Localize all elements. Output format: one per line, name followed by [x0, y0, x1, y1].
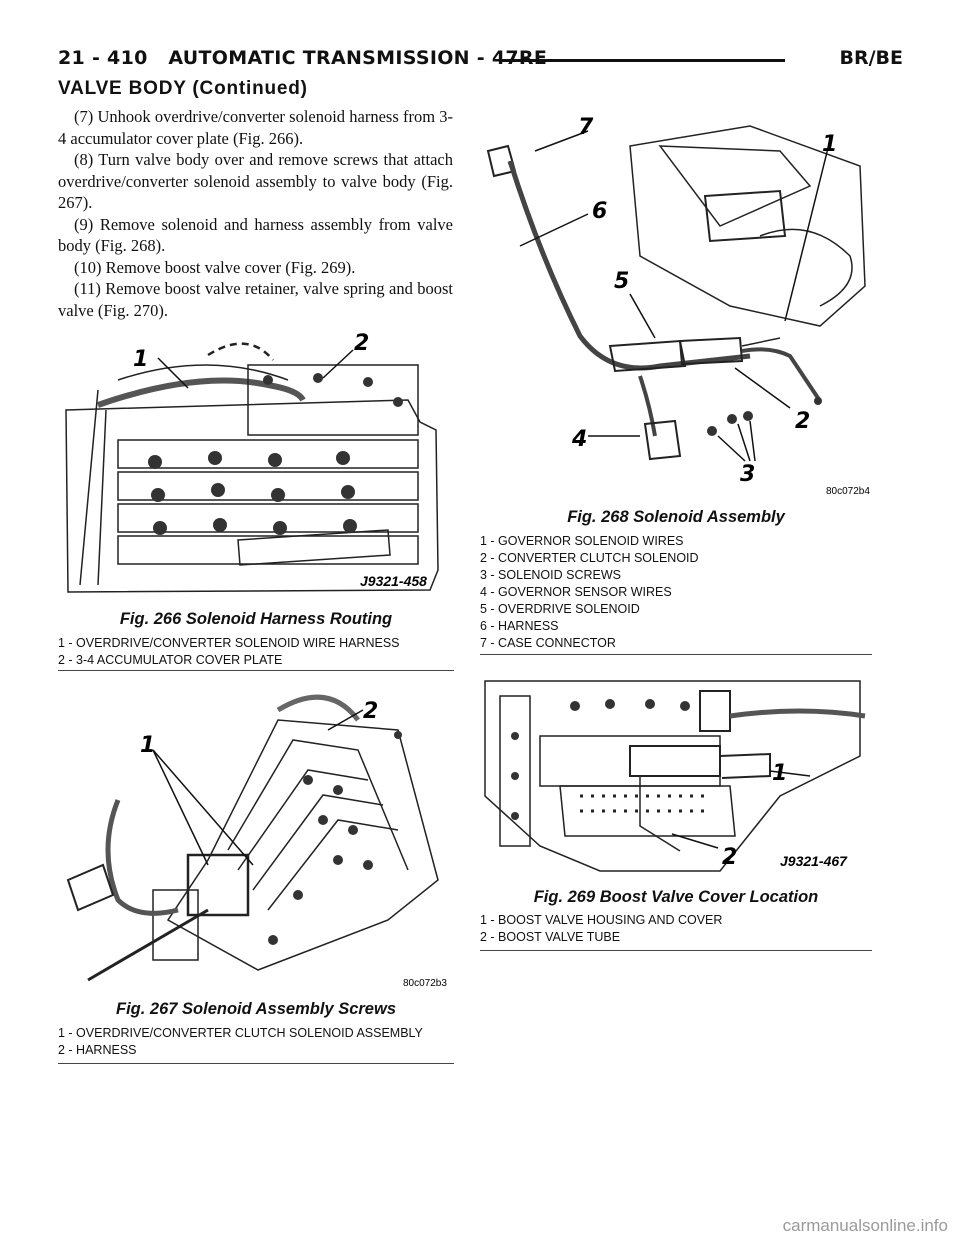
step-8: (8) Turn valve body over and remove screws that attach overdrive/converter solenoid assembly to valve body (Fig. 267).: [58, 150, 453, 212]
fig-267-legend-item: 2 - HARNESS: [58, 1043, 137, 1057]
fig-268-legend-item: 1 - GOVERNOR SOLENOID WIRES: [480, 534, 684, 548]
fig-268-legend-item: 3 - SOLENOID SCREWS: [480, 568, 621, 582]
fig-268-legend: [480, 533, 872, 652]
fig-269-rule: [480, 950, 872, 951]
fig-268-legend-item: 5 - OVERDRIVE SOLENOID: [480, 602, 640, 616]
fig-268-rule: [480, 654, 872, 655]
page-header: [58, 47, 903, 73]
section-title: VALVE BODY (Continued): [58, 78, 308, 99]
fig-266-legend-item: 2 - 3-4 ACCUMULATOR COVER PLATE: [58, 653, 283, 667]
figure-267: [58, 680, 454, 1065]
fig-268-legend-item: 7 - CASE CONNECTOR: [480, 636, 616, 650]
fig-268-callout-1: 1: [822, 132, 838, 157]
fig-268-title: Fig. 268 Solenoid Assembly: [567, 508, 785, 526]
fig-267-code: 80c072b3: [403, 978, 447, 989]
fig-269-code: J9321-467: [780, 853, 847, 869]
fig-268-legend-item: 2 - CONVERTER CLUTCH SOLENOID: [480, 551, 699, 565]
header-rule: [502, 59, 785, 62]
fig-266-title: Fig. 266 Solenoid Harness Routing: [119, 610, 393, 628]
fig-269-legend-item: 2 - BOOST VALVE TUBE: [480, 930, 621, 944]
fig-267-title: Fig. 267 Solenoid Assembly Screws: [116, 1000, 396, 1018]
page-header-title: 21 - 410 AUTOMATIC TRANSMISSION - 47RE: [58, 47, 548, 69]
fig-266-legend: [58, 635, 454, 669]
fig-266-rule: [58, 670, 454, 671]
step-9: (9) Remove solenoid and harness assembly from valve body (Fig. 268).: [58, 214, 453, 255]
step-11: (11) Remove boost valve retainer, valve spring and boost valve (Fig. 270).: [58, 279, 453, 320]
fig-268-legend-item: 4 - GOVERNOR SENSOR WIRES: [480, 585, 672, 599]
fig-266-legend-item: 1 - OVERDRIVE/CONVERTER SOLENOID WIRE HARNESS: [58, 636, 400, 650]
figure-268: [480, 106, 872, 656]
fig-269-title: Fig. 269 Boost Valve Cover Location: [533, 888, 819, 906]
figure-266: [58, 330, 454, 670]
step-7: (7) Unhook overdrive/converter solenoid harness from 3-4 accumulator cover plate (Fig. 266).: [58, 107, 453, 148]
fig-269-callout-2: 2: [722, 845, 738, 870]
step-10: (10) Remove boost valve cover (Fig. 269).: [74, 257, 356, 277]
fig-269-callout-1: 1: [772, 761, 788, 786]
fig-266-callout-1: 1: [133, 347, 149, 372]
fig-267-illustration: [58, 680, 454, 990]
fig-269-illustration: [480, 676, 872, 881]
fig-268-callout-2: 2: [795, 409, 811, 434]
fig-269-legend-item: 1 - BOOST VALVE HOUSING AND COVER: [480, 913, 723, 927]
procedure-steps: [58, 106, 453, 321]
fig-267-rule: [58, 1063, 454, 1064]
fig-266-illustration: [58, 330, 454, 605]
fig-268-callout-7: 7: [578, 115, 594, 140]
page-header-model: BR/BE: [839, 47, 903, 69]
fig-268-legend-item: 6 - HARNESS: [480, 619, 559, 633]
watermark: carmanualsonline.info: [782, 1216, 948, 1235]
fig-269-legend: [480, 912, 872, 946]
fig-268-code: 80c072b4: [826, 486, 870, 497]
fig-267-legend-item: 1 - OVERDRIVE/CONVERTER CLUTCH SOLENOID ASSEMBLY: [58, 1026, 423, 1040]
fig-266-code: J9321-458: [360, 573, 427, 589]
fig-268-callout-4: 4: [572, 427, 588, 452]
fig-267-callout-1: 1: [140, 733, 156, 758]
figure-269: [480, 676, 872, 951]
fig-268-callout-3: 3: [740, 462, 756, 487]
fig-268-callout-6: 6: [592, 199, 608, 224]
fig-268-illustration: [480, 106, 872, 501]
fig-268-callout-5: 5: [614, 269, 630, 294]
fig-266-callout-2: 2: [354, 331, 370, 356]
fig-267-callout-2: 2: [363, 699, 379, 724]
fig-267-legend: [58, 1025, 454, 1059]
